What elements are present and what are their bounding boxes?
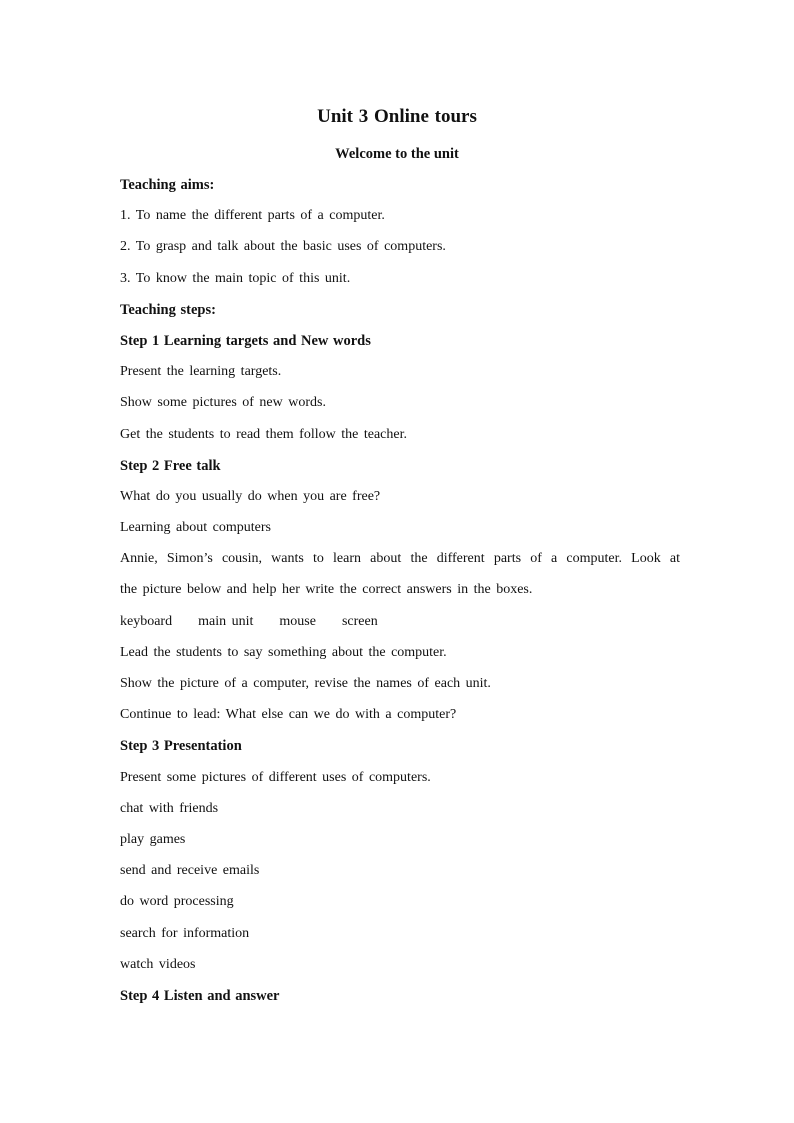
- computer-parts-word-list: [120, 612, 680, 643]
- computer-use-item: send and receive emails: [120, 863, 260, 879]
- step2-line: Continue to lead: What else can we do with a computer?: [120, 707, 457, 723]
- word-item: keyboard: [120, 613, 173, 629]
- aim-item: 1. To name the different parts of a computer.: [120, 208, 385, 224]
- step2-line: Lead the students to say something about the computer.: [120, 644, 447, 660]
- word-item: main unit: [198, 613, 254, 629]
- step2-line: Learning about computers: [120, 520, 271, 536]
- step1-heading: Step 1 Learning targets and New words: [120, 332, 371, 349]
- step4-heading: Step 4 Listen and answer: [120, 987, 280, 1004]
- step2-line: the picture below and help her write the correct answers in the boxes.: [120, 582, 533, 598]
- teaching-aims-heading: Teaching aims:: [120, 177, 215, 193]
- step1-line: Show some pictures of new words.: [120, 395, 326, 411]
- page-title: Unit 3 Online tours: [317, 106, 477, 127]
- document-body: [120, 175, 680, 1017]
- step2-line: What do you usually do when you are free?: [120, 488, 381, 504]
- aim-item: 2. To grasp and talk about the basic uses of computers.: [120, 239, 446, 255]
- step1-line: Present the learning targets.: [120, 364, 282, 380]
- step3-line: Present some pictures of different uses of computers.: [120, 769, 431, 785]
- step2-heading: Step 2 Free talk: [120, 457, 221, 474]
- step2-line: Annie, Simon’s cousin, wants to learn about the different parts of a computer. Look at: [120, 551, 680, 567]
- step3-heading: Step 3 Presentation: [120, 738, 242, 755]
- computer-use-item: play games: [120, 831, 186, 847]
- step1-line: Get the students to read them follow the teacher.: [120, 426, 407, 442]
- computer-use-item: do word processing: [120, 894, 234, 910]
- computer-use-item: search for information: [120, 925, 250, 941]
- computer-use-item: watch videos: [120, 956, 196, 972]
- aim-item: 3. To know the main topic of this unit.: [120, 270, 351, 286]
- page-subtitle: Welcome to the unit: [335, 146, 459, 162]
- computer-use-item: chat with friends: [120, 800, 219, 816]
- teaching-steps-heading: Teaching steps:: [120, 301, 216, 318]
- step2-line: Show the picture of a computer, revise the names of each unit.: [120, 676, 491, 691]
- word-item: mouse: [279, 613, 316, 629]
- word-item: screen: [341, 613, 378, 629]
